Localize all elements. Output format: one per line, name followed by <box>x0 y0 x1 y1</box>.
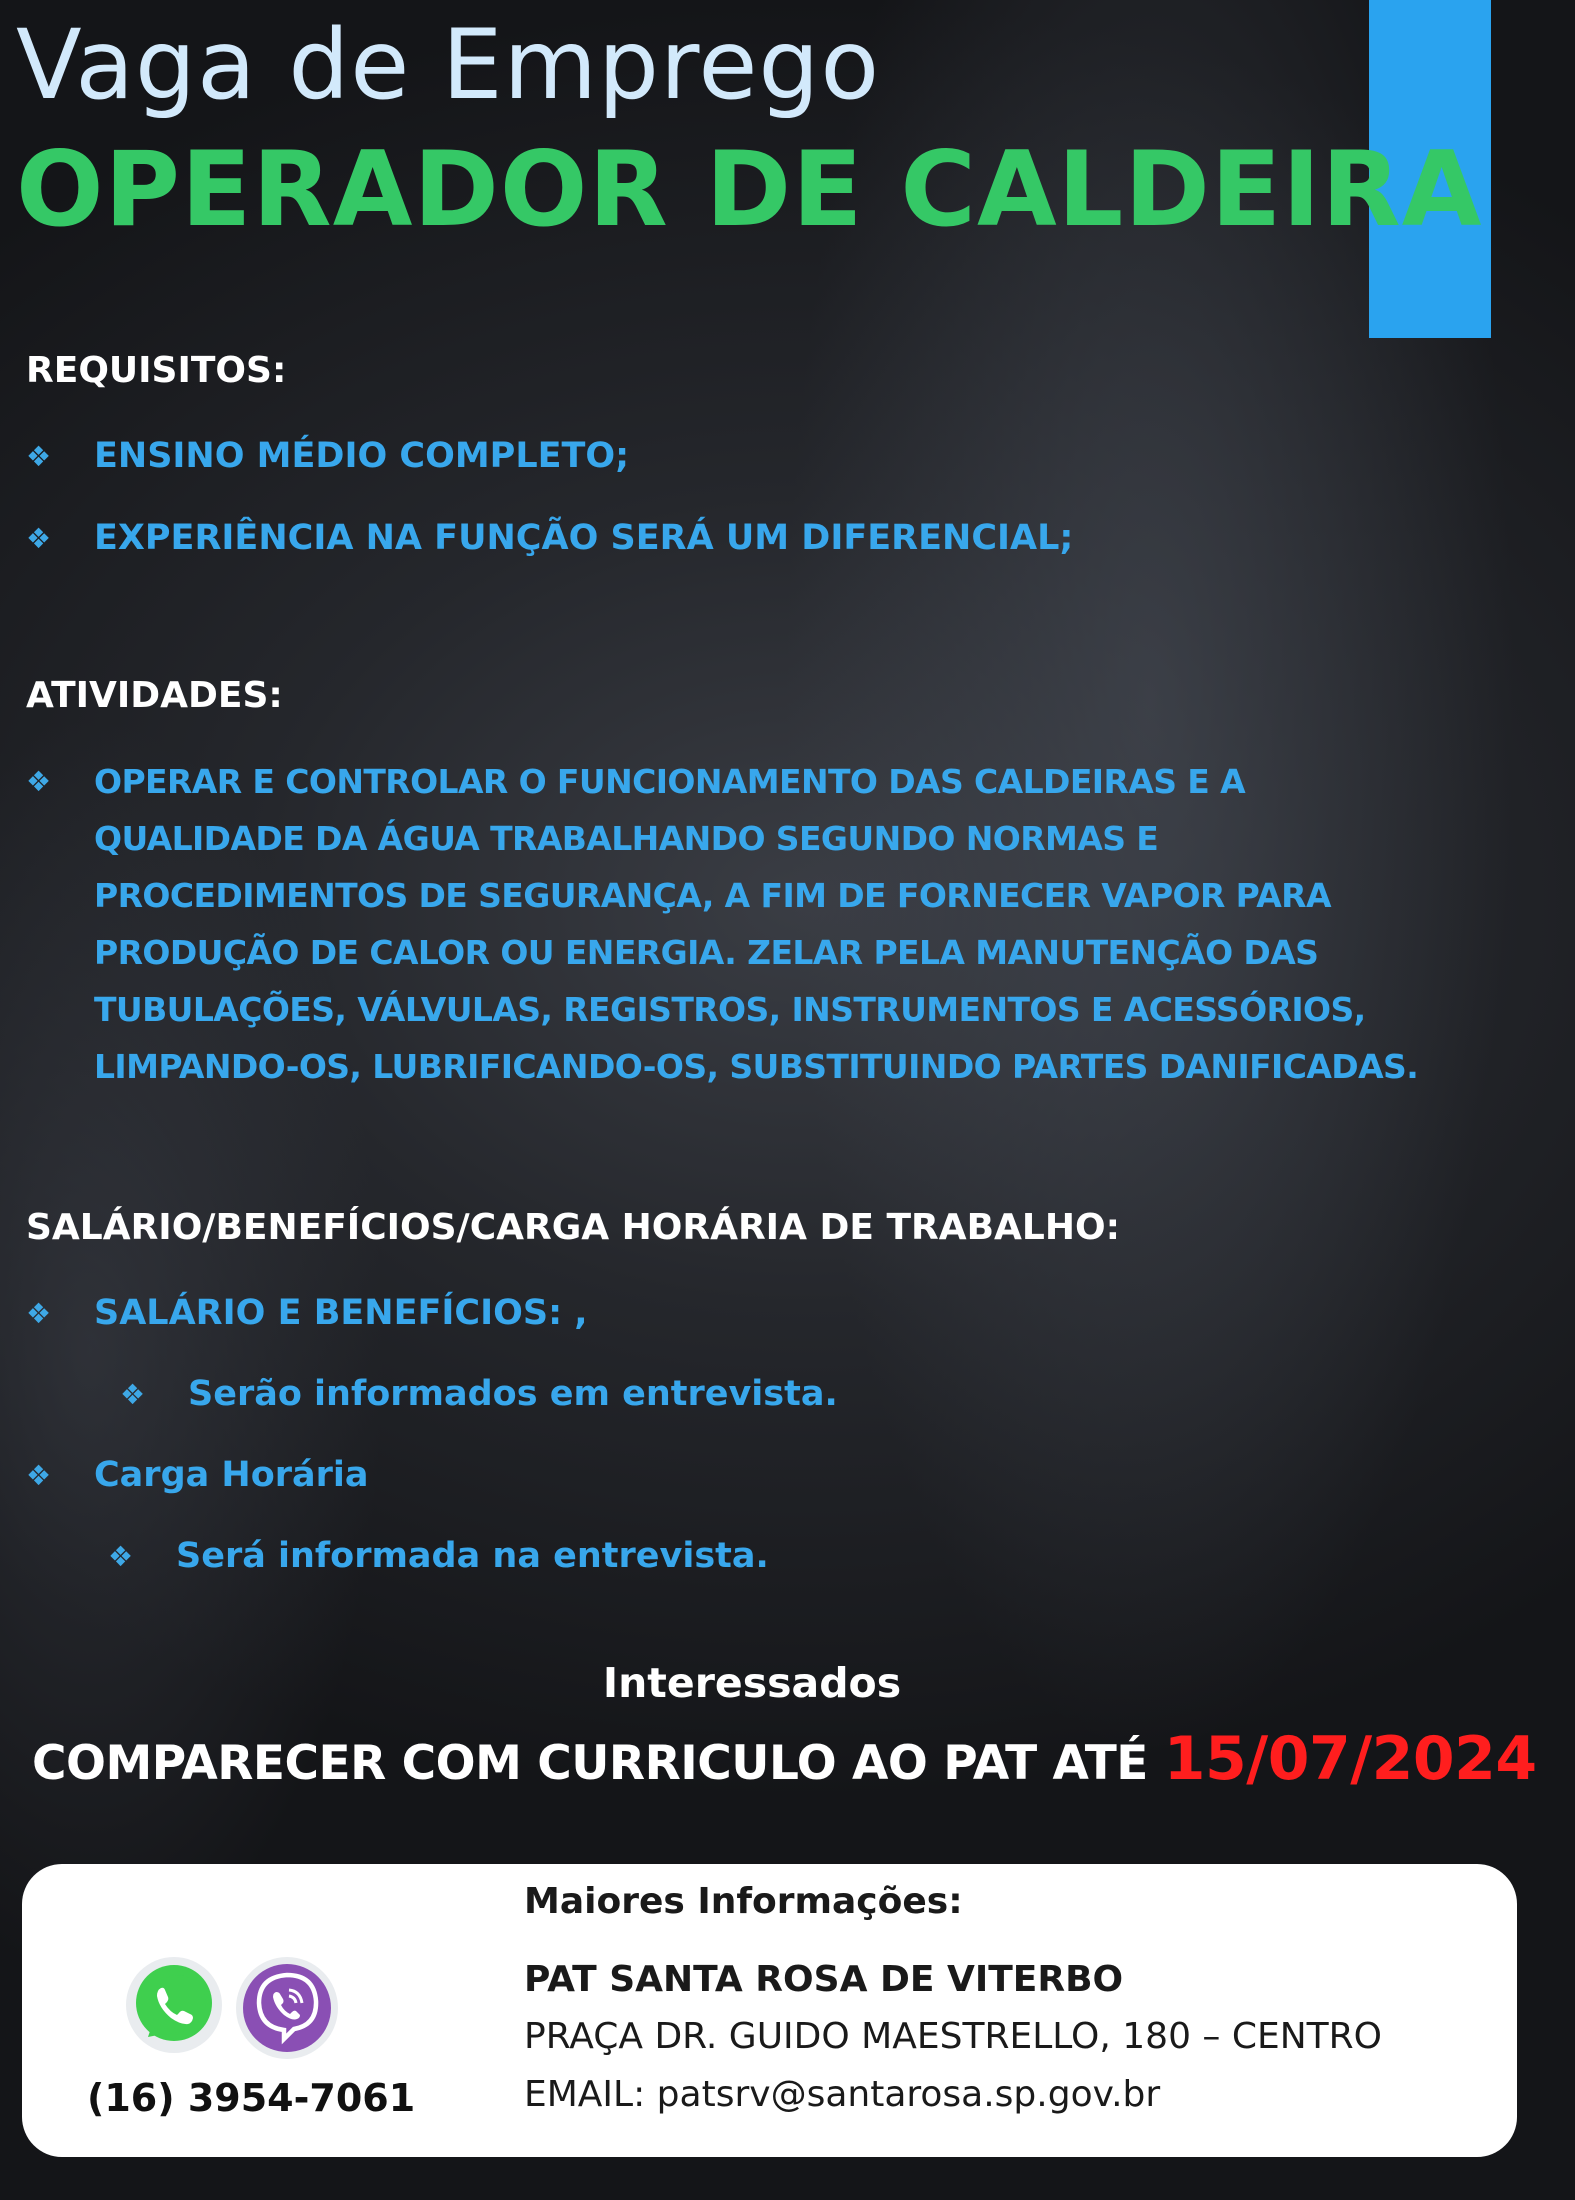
atividades-heading: ATIVIDADES: <box>26 675 283 716</box>
diamond-bullet-icon: ❖ <box>120 1378 146 1411</box>
phone-number[interactable]: (16) 3954-7061 <box>87 2076 416 2120</box>
list-item <box>26 428 629 485</box>
contact-card <box>22 1864 1517 2157</box>
diamond-bullet-icon: ❖ <box>108 1540 134 1573</box>
address: PRAÇA DR. GUIDO MAESTRELLO, 180 – CENTRO <box>524 2016 1383 2057</box>
diamond-bullet-icon: ❖ <box>26 522 52 555</box>
viber-icon[interactable] <box>234 1955 340 2061</box>
requisito-text: EXPERIÊNCIA NA FUNÇÃO SERÁ UM DIFERENCIAL; <box>94 518 1074 558</box>
list-item <box>120 1366 838 1423</box>
requisitos-heading: REQUISITOS: <box>26 350 287 391</box>
comparecer-text: COMPARECER COM CURRICULO AO PAT ATÉ <box>32 1736 1148 1791</box>
diamond-bullet-icon: ❖ <box>26 1459 52 1492</box>
list-item <box>26 1447 369 1504</box>
list-item <box>108 1528 769 1585</box>
info-label: Maiores Informações: <box>524 1881 963 1922</box>
atividades-text: OPERAR E CONTROLAR O FUNCIONAMENTO DAS CALDEIRAS E A QUALIDADE DA ÁGUA TRABALHANDO SEGUNDO NORMAS E PROCEDIMENTOS DE SEGURANÇA, A FIM DE FORNECER VAPOR PARA PRODUÇÃO DE CALOR OU ENERGIA. ZELAR PELA MANUTENÇÃO DAS TUBULAÇÕES, VÁLVULAS, REGISTROS, INSTRUMENTOS E ACESSÓRIOS, LIMPANDO-OS, LUBRIFICANDO-OS, SUBSTITUINDO PARTES DANIFICADAS. <box>94 762 1419 1086</box>
salario-heading: SALÁRIO/BENEFÍCIOS/CARGA HORÁRIA DE TRABALHO: <box>26 1207 1120 1248</box>
salario-item: SALÁRIO E BENEFÍCIOS: , <box>94 1293 588 1333</box>
page-title: Vaga de Emprego <box>16 9 881 121</box>
carga-item: Carga Horária <box>94 1455 369 1495</box>
job-title: OPERADOR DE CALDEIRA <box>16 130 1483 250</box>
list-item <box>26 510 1073 567</box>
list-item <box>26 1285 588 1342</box>
requisito-text: ENSINO MÉDIO COMPLETO; <box>94 436 630 476</box>
org-name: PAT SANTA ROSA DE VITERBO <box>524 1959 1124 2000</box>
list-item <box>26 753 1418 1095</box>
salario-subitem: Serão informados em entrevista. <box>188 1374 838 1414</box>
diamond-bullet-icon: ❖ <box>26 1297 52 1330</box>
carga-subitem: Será informada na entrevista. <box>176 1536 769 1576</box>
deadline-date: 15/07/2024 <box>1163 1724 1537 1794</box>
email[interactable]: EMAIL: patsrv@santarosa.sp.gov.br <box>524 2074 1161 2115</box>
diamond-bullet-icon: ❖ <box>26 440 52 473</box>
comparecer-line <box>32 1724 1537 1794</box>
whatsapp-icon[interactable] <box>124 1955 224 2055</box>
interessados-label: Interessados <box>602 1659 902 1707</box>
diamond-bullet-icon: ❖ <box>26 765 52 798</box>
